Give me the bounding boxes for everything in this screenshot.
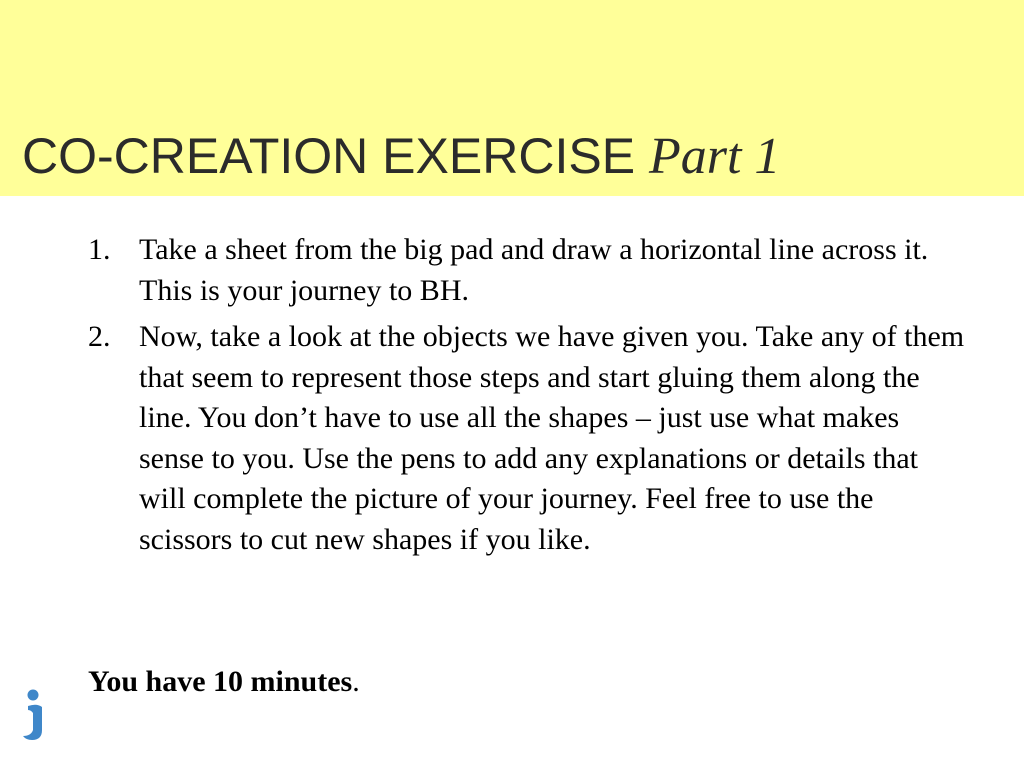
time-limit-note bbox=[88, 662, 360, 702]
slide-title-italic: Part 1 bbox=[648, 128, 781, 185]
info-person-logo-icon bbox=[22, 686, 54, 742]
step-number: 2. bbox=[88, 320, 111, 353]
instruction-step-2 bbox=[88, 317, 968, 560]
step-number: 1. bbox=[88, 233, 111, 266]
instruction-step-1 bbox=[88, 230, 968, 311]
time-limit-bold: You have 10 minutes bbox=[88, 665, 353, 698]
instruction-list bbox=[88, 230, 968, 566]
slide-title bbox=[22, 126, 780, 187]
slide-title-main: CO-CREATION EXERCISE bbox=[22, 128, 649, 184]
step-text: Now, take a look at the objects we have given you. Take any of them that seem to represent those steps and start gluing them along the line. You don’t have to use all the shapes – just use what makes sense to you. Use the pens to add any explanations or details that will complete the picture of your journey. Feel free to use the scissors to cut new shapes if you like. bbox=[139, 320, 965, 556]
step-text: Take a sheet from the big pad and draw a horizontal line across it. This is your journey to BH. bbox=[139, 233, 929, 307]
title-band bbox=[0, 0, 1024, 196]
time-limit-suffix: . bbox=[352, 665, 360, 698]
